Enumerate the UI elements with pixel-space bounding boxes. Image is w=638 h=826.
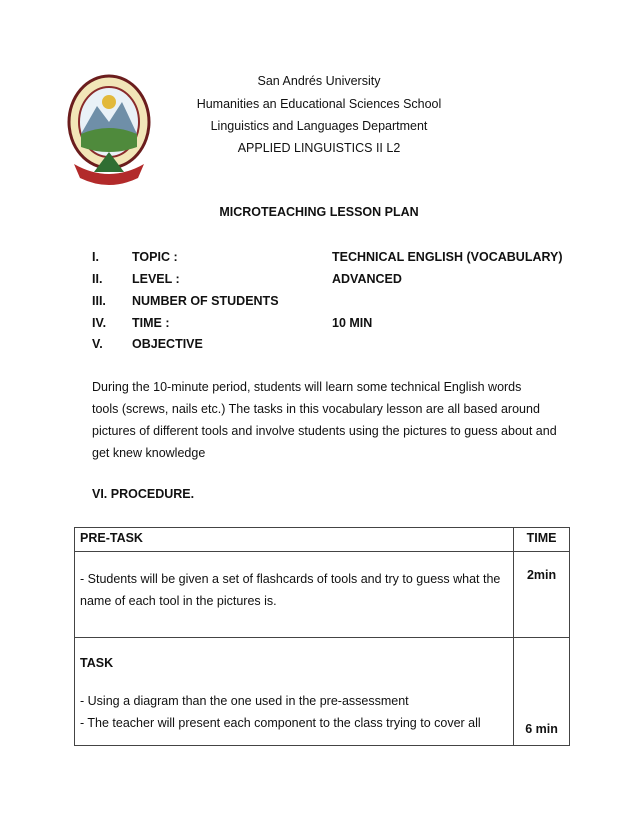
pretask-time: 2min [526,568,557,582]
item-value: ADVANCED [332,272,402,286]
procedure-heading: VI. PROCEDURE. [92,487,195,501]
task-line: - The teacher will present each component to the class trying to cover all [80,716,481,730]
pretask-line: name of each tool in the pictures is. [80,594,277,608]
task-heading: TASK [80,656,114,670]
col-task-header: PRE-TASK [80,531,143,545]
objective-line: get knew knowledge [92,446,206,460]
item-value: 10 MIN [332,316,373,330]
header-time-cell [514,528,570,552]
course-name: APPLIED LINGUISTICS II L2 [237,141,401,155]
pretask-line: - Students will be given a set of flashcards of tools and try to guess what the [80,572,501,586]
procedure-table [74,527,570,746]
item-label: NUMBER OF STUDENTS [132,294,279,308]
task-time: 6 min [525,722,558,736]
item-num: I. [92,250,99,264]
item-value: TECHNICAL ENGLISH (VOCABULARY) [332,250,563,264]
item-num: III. [92,294,106,308]
document-title: MICROTEACHING LESSON PLAN [219,205,419,219]
university-seal [64,72,154,194]
item-label: OBJECTIVE [132,337,203,351]
objective-line: pictures of different tools and involve students using the pictures to guess about and [92,424,557,438]
objective-line: During the 10-minute period, students will learn some technical English words [92,380,522,394]
task-time-cell [514,638,570,746]
pretask-time-cell [514,552,570,638]
item-label: TIME : [132,316,170,330]
col-time-header: TIME [526,531,557,545]
item-label: TOPIC : [132,250,178,264]
pretask-cell [75,552,514,638]
task-cell [75,638,514,746]
task-line: - Using a diagram than the one used in the pre-assessment [80,694,409,708]
department-name: Linguistics and Languages Department [210,119,428,133]
item-num: II. [92,272,103,286]
university-name: San Andrés University [257,74,381,88]
objective-line: tools (screws, nails etc.) The tasks in this vocabulary lesson are all based around [92,402,540,416]
item-num: IV. [92,316,107,330]
item-num: V. [92,337,103,351]
item-label: LEVEL : [132,272,180,286]
header-task-cell [75,528,514,552]
school-name: Humanities an Educational Sciences School [196,97,442,111]
objective-paragraph [92,376,562,464]
